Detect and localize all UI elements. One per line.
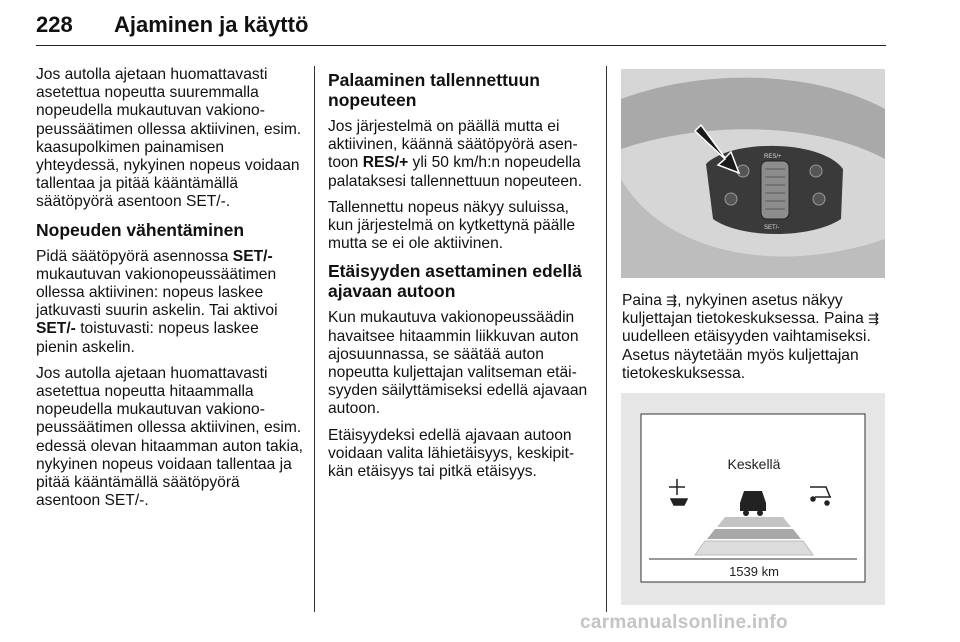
set-label: SET/-	[764, 225, 780, 231]
odometer-reading: 1539 km	[729, 564, 779, 579]
distance-button-icon: ⇶	[666, 293, 678, 308]
header-rule	[36, 45, 886, 46]
paragraph: Etäisyydeksi edellä ajavaan autoon voidaan valita lähietäisyys, keskipitkän etäisyys tai pitkä etäisyys.	[328, 426, 575, 481]
res-label: RES/+	[764, 154, 782, 160]
paragraph: Jos autolla ajetaan huomattavasti asetettua nopeutta hitaammalla nopeudella mukautuvan vakionopeussäätimen ollessa aktiivinen, esim. edessä olevan hitaamman auton takia, nykyinen nopeus voidaan tallentaa ja pitää kääntämällä säätöpyörä asentoon SET/-.	[36, 364, 303, 510]
settings-icon	[813, 193, 825, 205]
steering-wheel-controls-illustration	[621, 69, 885, 278]
bold-term: RES/+	[362, 154, 409, 172]
section-heading: Nopeuden vähentäminen	[36, 219, 245, 240]
paragraph: Jos autolla ajetaan huomattavasti asetettua nopeutta suuremmalla nopeudella mukautuvan vakionopeussäätimen ollessa aktiivinen, esim. kaasupolkimen painamisen yhteydessä, nykyinen nopeus voidaan tallentaa ja pitää kääntämällä säätöpyörä asentoon SET/-.	[36, 66, 302, 211]
paragraph: Paina ⇶, nykyinen asetus näkyy kuljettajan tietokeskuksessa. Paina ⇶ uudelleen etäisyyden vaihtamiseksi. Asetus näytetään myös kuljettajan tietokeskuksessa.	[622, 292, 880, 382]
paragraph: Tallennettu nopeus näkyy suluissa, kun järjestelmä on kytkettynä päälle mutta se ei ole aktiivinen.	[328, 198, 576, 253]
paragraph: Pidä säätöpyörä asennossa SET/- mukautuvan vakionopeussäätimen ollessa aktiivinen: nopeus laskee jatkuvasti suurin askelin. Tai aktivoi SET/- toistuvasti: nopeus laskee pienin askelin.	[36, 247, 278, 356]
distance-bar-far	[695, 541, 813, 555]
steering-wheel-photo	[621, 69, 885, 278]
distance-button-icon: ⇶	[868, 311, 880, 327]
section-heading: Palaaminen tallennettuun nopeuteen	[328, 70, 540, 110]
column-3	[622, 292, 892, 391]
speed-limiter-icon	[810, 165, 822, 177]
page-header	[36, 8, 886, 48]
column-1	[36, 66, 304, 518]
distance-bar-mid	[707, 529, 801, 539]
distance-bar-near	[717, 517, 791, 527]
section-heading: Etäisyyden asettaminen edellä ajavaan autoon	[328, 261, 582, 302]
chapter-title: Ajaminen ja käyttö	[114, 12, 309, 37]
page-number: 228	[36, 12, 73, 37]
column-2	[328, 66, 590, 489]
driver-info-display-illustration	[621, 393, 885, 605]
column-divider	[314, 66, 315, 612]
bold-term: SET/-	[232, 247, 273, 265]
bold-term: SET/-	[36, 320, 76, 338]
paragraph: Jos järjestelmä on päällä mutta ei aktiivinen, käännä säätöpyörä asentoon RES/+ yli 50 km/h:n nopeudella palataksesi tallennettuun nopeuteen.	[328, 118, 583, 190]
column-divider	[606, 66, 607, 612]
paragraph: Kun mukautuva vakionopeussäädin havaitsee hitaammin liikkuvan auton ajosuunnassa, se säätää auton nopeutta kuljettajan valitseman etäisyyden säilyttämiseksi edellä ajavaan autoon.	[328, 309, 588, 418]
distance-setting-label: Keskellä	[727, 456, 781, 472]
cruise-icon	[725, 193, 737, 205]
watermark: carmanualsonline.info	[580, 612, 788, 633]
